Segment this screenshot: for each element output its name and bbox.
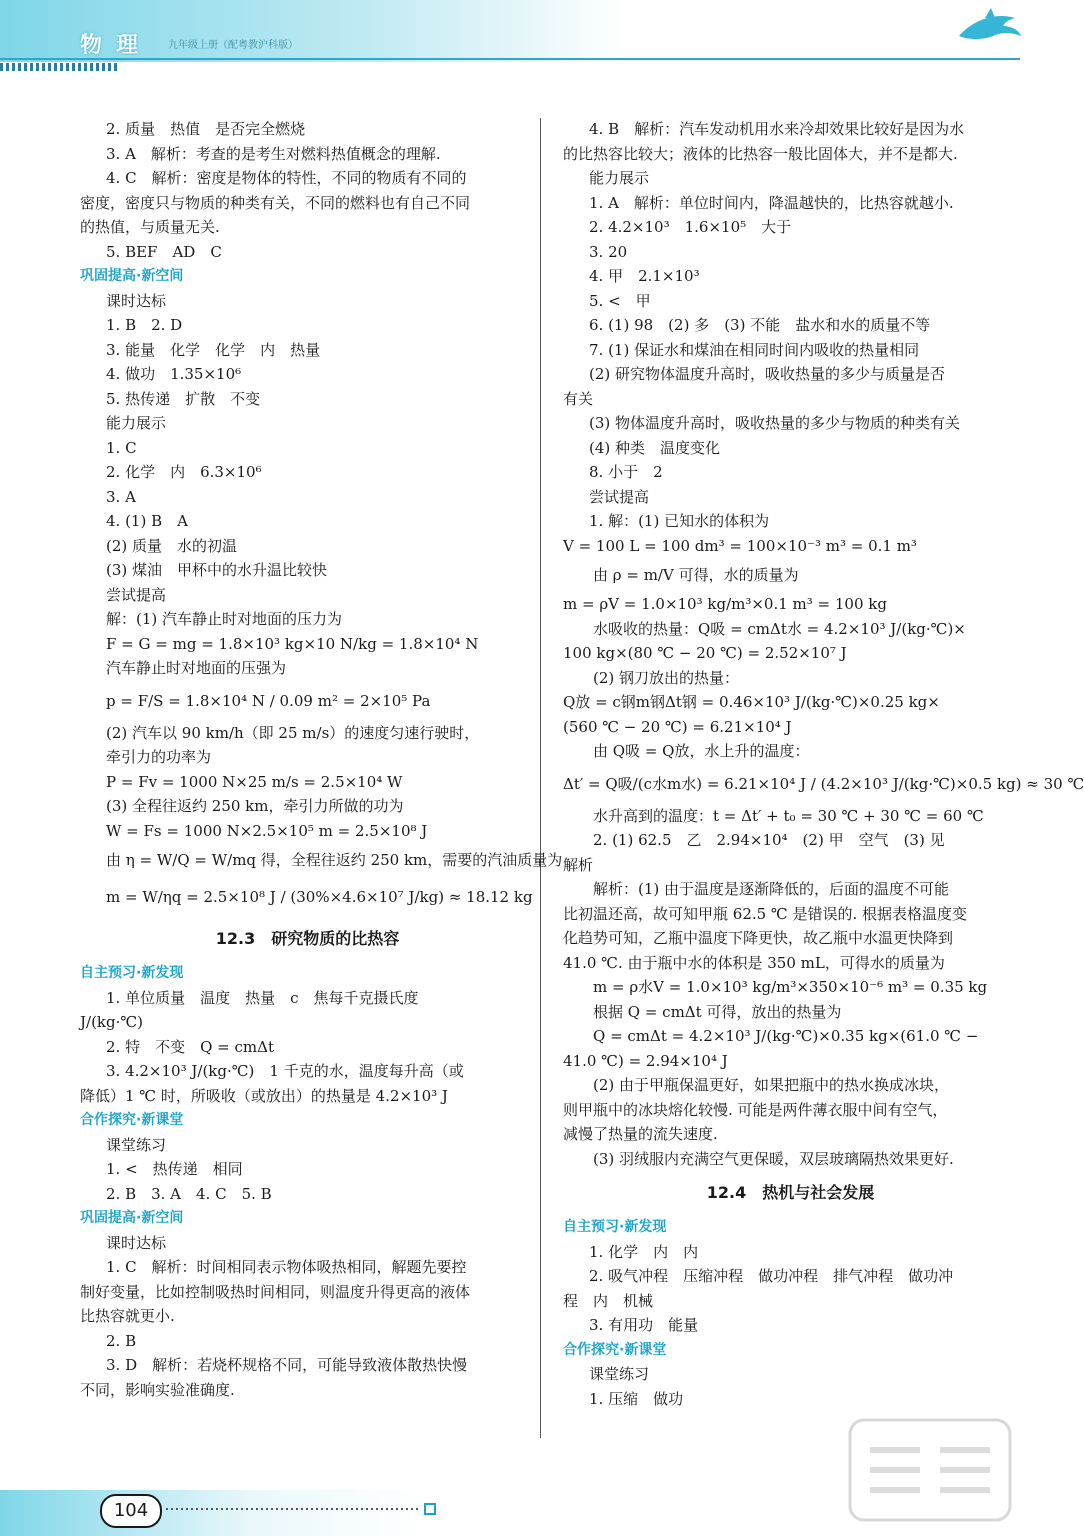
left-column-line: (2) 汽车以 90 km/h（即 25 m/s）的速度匀速行驶时， (106, 723, 480, 742)
right-column-line: 化趋势可知，乙瓶中温度下降更快，故乙瓶中水温更快降到 (563, 929, 954, 947)
left-column-line: 4. C 解析：密度是物体的特性，不同的物质有不同的 (106, 169, 467, 187)
watermark-stamp-icon (840, 1410, 1020, 1530)
right-column-line: 7. (1) 保证水和煤油在相同时间内吸收的热量相同 (589, 340, 920, 359)
header-subtitle: 九年级上册（配粤教沪科版） (168, 40, 298, 51)
right-column-line: 3. 有用功 能量 (589, 1316, 699, 1334)
dolphin-logo-icon (955, 6, 1025, 50)
right-column-line: (4) 种类 温度变化 (589, 438, 721, 457)
header-title: 物理 (80, 32, 153, 58)
left-column-line: 3. A (106, 487, 136, 506)
section-label: 合作探究·新课堂 (563, 1341, 667, 1358)
right-column-line: 5. < 甲 (589, 291, 651, 310)
right-column-line: 能力展示 (589, 169, 650, 187)
right-column-line: 则甲瓶中的冰块熔化较慢. 可能是两件薄衣服中间有空气， (563, 1100, 948, 1119)
right-column-line: 由 Q吸 = Q放，水上升的温度： (593, 742, 810, 760)
left-column-line: 密度，密度只与物质的种类有关，不同的燃料也有自己不同 (80, 193, 471, 212)
right-column-line: (2) 钢刀放出的热量： (593, 668, 740, 687)
left-column-line: (3) 全程往返约 250 km，牵引力所做的功为 (106, 797, 404, 815)
section-label: 巩固提高·新空间 (80, 1210, 184, 1226)
right-column-line: 根据 Q = cmΔt 可得，放出的热量为 (593, 1002, 842, 1021)
left-column-line: 2. 特 不变 Q = cmΔt (106, 1037, 274, 1056)
header-dash-pattern (0, 63, 120, 71)
left-column-line: (3) 煤油 甲杯中的水升温比较快 (106, 561, 328, 579)
footer-square-icon (424, 1503, 436, 1515)
right-column-line: 3. 20 (589, 242, 628, 261)
right-column-line: 水吸收的热量：Q吸 = cmΔt水 = 4.2×10³ J/(kg·℃)× (593, 619, 966, 638)
left-column-line: 2. 化学 内 6.3×10⁶ (106, 463, 262, 481)
left-column-line: (2) 质量 水的初温 (106, 536, 238, 555)
left-column-line: 汽车静止时对地面的压强为 (106, 659, 287, 677)
right-column-line: Q放 = c钢m钢Δt钢 = 0.46×10³ J/(kg·℃)×0.25 kg× (563, 693, 940, 711)
right-column-line: m = ρV = 1.0×10³ kg/m³×0.1 m³ = 100 kg (563, 595, 887, 613)
left-column-line: 课时达标 (106, 1233, 167, 1252)
right-column-line: 程 内 机械 (563, 1291, 654, 1310)
header-band (0, 0, 1043, 62)
left-column-line: 2. B (106, 1331, 137, 1350)
left-column-line: 4. 做功 1.35×10⁶ (106, 365, 242, 383)
page-number: 104 (100, 1494, 162, 1528)
right-column-line: 的比热容比较大；液体的比热容一般比固体大，并不是都大. (563, 144, 958, 163)
right-column-line: (3) 羽绒服内充满空气更保暖，双层玻璃隔热效果更好. (593, 1149, 954, 1168)
column-divider (540, 118, 541, 1438)
right-column-line: 100 kg×(80 ℃ − 20 ℃) = 2.52×10⁷ J (563, 644, 847, 662)
footer-band (0, 1490, 420, 1536)
right-column-line: (3) 物体温度升高时，吸收热量的多少与物质的种类有关 (589, 414, 961, 432)
right-column-line: V = 100 L = 100 dm³ = 100×10⁻³ m³ = 0.1 m³ (563, 536, 917, 555)
left-column-line: 尝试提高 (106, 585, 167, 604)
right-column-line: 4. B 解析：汽车发动机用水来冷却效果比较好是因为水 (589, 120, 965, 138)
section-label: 自主预习·新发现 (80, 965, 184, 981)
right-column-line: 比初温还高，故可知甲瓶 62.5 ℃ 是错误的. 根据表格温度变 (563, 904, 968, 923)
right-column-line: 课堂练习 (589, 1365, 650, 1383)
right-column-line: 解析：(1) 由于温度是逐渐降低的，后面的温度不可能 (593, 880, 950, 898)
left-column-line: 能力展示 (106, 414, 167, 432)
left-column-line: m = W/ηq = 2.5×10⁸ J / (30%×4.6×10⁷ J/kg) ≈ 18.12 kg (106, 888, 533, 906)
left-column-line: 1. 单位质量 温度 热量 c 焦每千克摄氏度 (106, 988, 419, 1007)
right-column (563, 117, 1084, 1411)
left-column-line: 1. C (106, 438, 137, 457)
left-column-line: 1. C 解析：时间相同表示物体吸热相同，解题先要控 (106, 1258, 467, 1276)
left-column-line: 课时达标 (106, 291, 167, 310)
left-column-line: 1. < 热传递 相同 (106, 1160, 243, 1178)
section-label: 自主预习·新发现 (563, 1219, 667, 1235)
right-column-line: (2) 由于甲瓶保温更好，如果把瓶中的热水换成冰块， (593, 1076, 950, 1094)
left-column-line: 不同，影响实验准确度. (80, 1380, 235, 1399)
left-column-line: 课堂练习 (106, 1135, 167, 1154)
left-column-line: 解：(1) 汽车静止时对地面的压力为 (106, 610, 343, 628)
left-column-line: 5. 热传递 扩散 不变 (106, 389, 261, 408)
left-column-line: 2. 质量 热值 是否完全燃烧 (106, 120, 306, 138)
left-column-line: 降低）1 ℃ 时，所吸收（或放出）的热量是 4.2×10³ J (80, 1086, 448, 1105)
left-column-line: 比热容就更小. (80, 1307, 175, 1325)
right-column-line: 有关 (563, 389, 594, 408)
left-column-line: F = G = mg = 1.8×10³ kg×10 N/kg = 1.8×10⁴ N (106, 634, 479, 653)
right-column-line: 6. (1) 98 (2) 多 (3) 不能 盐水和水的质量不等 (589, 316, 931, 334)
right-column-line: 41.0 ℃) = 2.94×10⁴ J (563, 1051, 728, 1070)
right-column-line: 解析 (563, 855, 594, 874)
right-column-line: Δt′ = Q吸/(c水m水) = 6.21×10⁴ J / (4.2×10³ J/(kg·℃)×0.5 kg) ≈ 30 ℃ (563, 774, 1084, 793)
right-column-line: 1. 压缩 做功 (589, 1389, 684, 1408)
right-column-line: 1. 解：(1) 已知水的体积为 (589, 512, 770, 530)
right-column-line: 由 ρ = m/V 可得，水的质量为 (593, 566, 799, 584)
right-column-line: (560 ℃ − 20 ℃) = 6.21×10⁴ J (563, 717, 792, 736)
section-label: 合作探究·新课堂 (80, 1112, 184, 1128)
left-column-line: 牵引力的功率为 (106, 748, 212, 766)
right-column-line: 尝试提高 (589, 487, 650, 506)
left-column-line: 的热值，与质量无关. (80, 218, 220, 236)
right-column-line: 1. A 解析：单位时间内，降温越快的，比热容就越小. (589, 193, 954, 212)
section-heading: 12.4 热机与社会发展 (706, 1183, 875, 1202)
right-column-line: m = ρ水V = 1.0×10³ kg/m³×350×10⁻⁶ m³ = 0.35 kg (593, 978, 988, 996)
header-divider (0, 58, 1020, 60)
left-column-line: 制好变量，比如控制吸热时间相同，则温度升得更高的液体 (80, 1282, 471, 1301)
right-column-line: 2. 4.2×10³ 1.6×10⁵ 大于 (589, 218, 792, 236)
left-column-line: 3. A 解析：考查的是考生对燃料热值概念的理解. (106, 144, 441, 163)
left-column-line: 2. B 3. A 4. C 5. B (106, 1184, 272, 1203)
left-column-line: 3. 能量 化学 化学 内 热量 (106, 340, 321, 359)
left-column-line: 4. (1) B A (106, 512, 188, 530)
right-column-line: 41.0 ℃. 由于瓶中水的体积是 350 mL，可得水的质量为 (563, 953, 945, 972)
left-column-line: 5. BEF AD C (106, 242, 222, 261)
left-column (80, 117, 563, 1402)
right-column-line: 1. 化学 内 内 (589, 1242, 699, 1261)
right-column-line: 水升高到的温度：t = Δt′ + t₀ = 30 ℃ + 30 ℃ = 60 ℃ (593, 806, 984, 825)
left-column-line: p = F/S = 1.8×10⁴ N / 0.09 m² = 2×10⁵ Pa (106, 691, 431, 710)
right-column-line: 8. 小于 2 (589, 463, 663, 481)
right-column-line: 4. 甲 2.1×10³ (589, 267, 700, 285)
left-column-line: P = Fv = 1000 N×25 m/s = 2.5×10⁴ W (106, 772, 403, 791)
right-column-line: (2) 研究物体温度升高时，吸收热量的多少与质量是否 (589, 365, 946, 383)
section-label: 巩固提高·新空间 (80, 268, 184, 284)
footer-dotted-line (166, 1508, 420, 1510)
left-column-line: 3. 4.2×10³ J/(kg·℃) 1 千克的水，温度每升高（或 (106, 1062, 464, 1080)
right-column-line: 减慢了热量的流失速度. (563, 1125, 718, 1143)
right-column-line: 2. 吸气冲程 压缩冲程 做功冲程 排气冲程 做功冲 (589, 1267, 954, 1285)
section-heading: 12.3 研究物质的比热容 (215, 929, 400, 948)
left-column-line: 1. B 2. D (106, 316, 183, 334)
left-column-line: 3. D 解析：若烧杯规格不同，可能导致液体散热快慢 (106, 1356, 468, 1374)
left-column-line: 由 η = W/Q = W/mq 得，全程往返约 250 km，需要的汽油质量为 (106, 851, 563, 869)
left-column-line: J/(kg·℃) (80, 1013, 144, 1031)
right-column-line: Q = cmΔt = 4.2×10³ J/(kg·℃)×0.35 kg×(61.0 ℃ − (593, 1027, 979, 1045)
right-column-line: 2. (1) 62.5 乙 2.94×10⁴ (2) 甲 空气 (3) 见 (593, 831, 945, 849)
left-column-line: W = Fs = 1000 N×2.5×10⁵ m = 2.5×10⁸ J (106, 821, 428, 840)
